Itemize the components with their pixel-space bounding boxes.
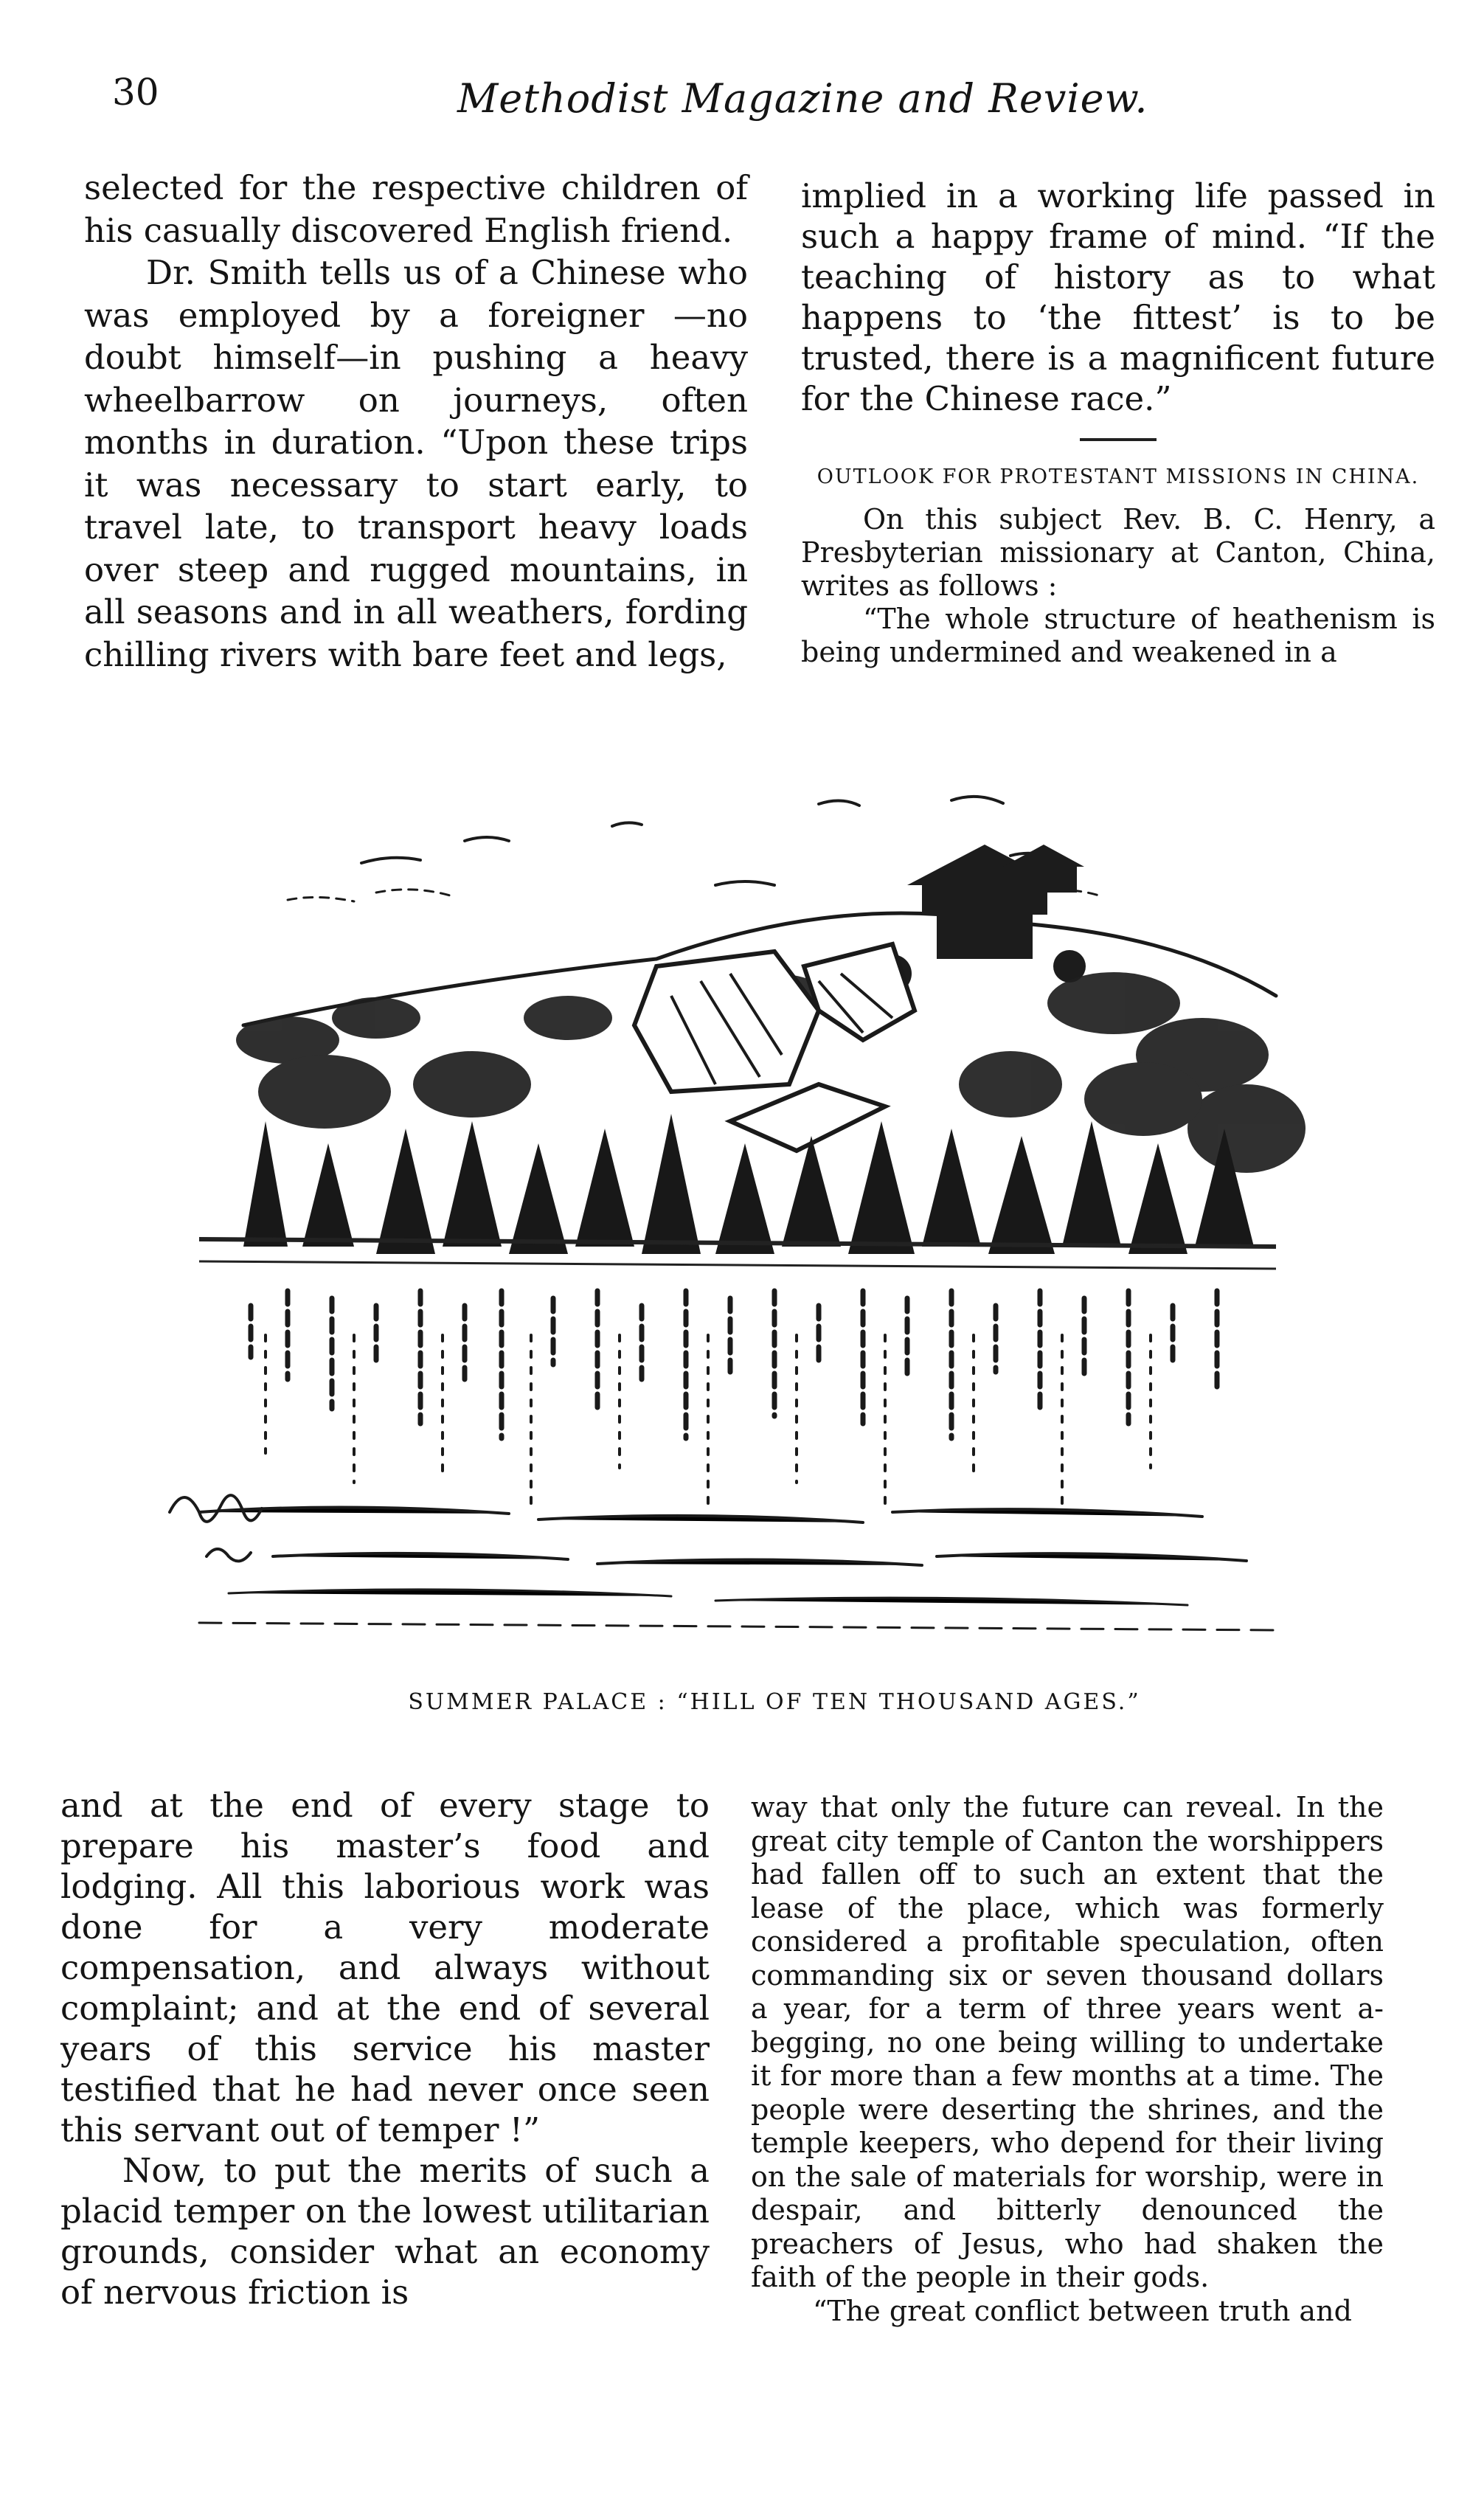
bottom-right-column bbox=[751, 1791, 1384, 2328]
top-right-column bbox=[801, 176, 1435, 669]
page-header bbox=[103, 71, 1431, 130]
running-title: Methodist Magazine and Review. bbox=[457, 75, 1148, 122]
section-divider bbox=[1080, 438, 1157, 441]
summer-palace-illustration bbox=[155, 775, 1335, 1660]
page-number: 30 bbox=[112, 71, 159, 114]
top-left-column bbox=[84, 167, 748, 676]
figure-caption: SUMMER PALACE : “HILL OF TEN THOUSAND AGES.” bbox=[408, 1689, 1141, 1715]
paragraph: and at the end of every stage to prepare his master’s food and lodging. All this laborious work was done for a very moderate compensation, and always without complaint; and at the end of several years of this service his master testified that he had never once seen this servant out of temper !” bbox=[60, 1786, 710, 2149]
paragraph: Dr. Smith tells us of a Chinese who was employed by a foreigner —no doubt himself—in pushing a heavy wheelbarrow on journeys, often months in duration. “Upon these trips it was necessary to start early, to travel late, to transport heavy loads over steep and rugged mountains, in all seasons and in all weathers, fording chilling rivers with bare feet and legs, bbox=[84, 253, 748, 674]
paragraph: Now, to put the merits of such a placid temper on the lowest utilitarian grounds, consider what an economy of nervous friction is bbox=[60, 2151, 710, 2312]
paragraph: “The whole structure of heathenism is being undermined and weakened in a bbox=[801, 603, 1435, 668]
bottom-left-column bbox=[60, 1785, 710, 2312]
paragraph: On this subject Rev. B. C. Henry, a Presbyterian missionary at Canton, China, writes as follows : bbox=[801, 503, 1435, 602]
paragraph: selected for the respective children of his casually discovered English friend. bbox=[84, 168, 748, 250]
paragraph: way that only the future can reveal. In the great city temple of Canton the worshippers had fallen off to such an extent that the lease of the place, which was formerly considered a profitable speculation, often commanding six or seven thousand dollars a year, for a term of three years went a-begging, no one being willing to undertake it for more than a few months at a time. The people were deserting the shrines, and the temple keepers, who depend for their living on the sale of materials for worship, were in despair, and bitterly denounced the preachers of Jesus, who had shaken the faith of the people in their gods. bbox=[751, 1791, 1384, 2293]
paragraph: “The great conflict between truth and bbox=[813, 2294, 1352, 2327]
paragraph: implied in a working life passed in such a happy frame of mind. “If the teaching of history as to what happens to ‘the fittest’ is to be trusted, there is a magnificent future for the Chinese race.” bbox=[801, 176, 1435, 418]
section-heading: OUTLOOK FOR PROTESTANT MISSIONS IN CHINA. bbox=[816, 465, 1420, 488]
